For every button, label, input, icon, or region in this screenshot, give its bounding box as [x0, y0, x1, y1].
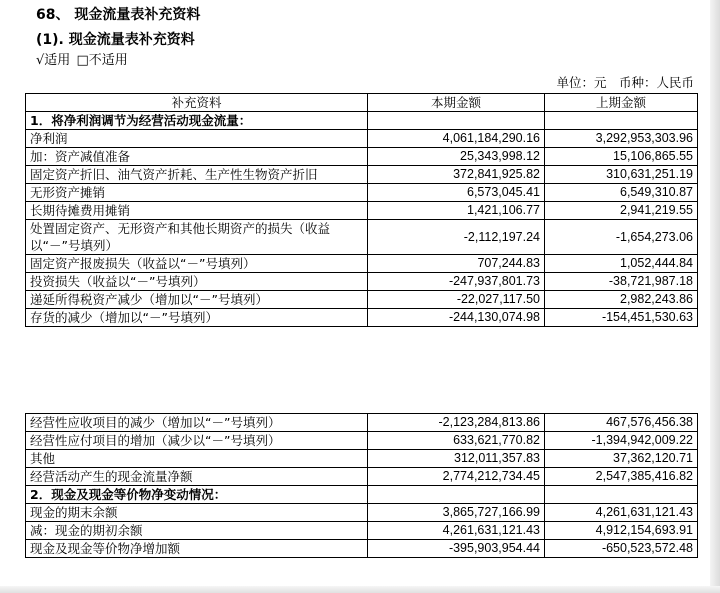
row-label: 经营性应收项目的减少（增加以“－”号填列） [26, 414, 368, 432]
current-period-amount: -2,123,284,813.86 [368, 414, 545, 432]
table-row [26, 309, 698, 327]
prior-period-amount: 467,576,456.38 [545, 414, 698, 432]
section-number: 68、 [36, 7, 70, 23]
prior-period-amount: 1,052,444.84 [545, 255, 698, 273]
current-period-amount: 312,011,357.83 [368, 450, 545, 468]
option-applicable: √适用 [36, 53, 71, 68]
row-label: 减：现金的期初余额 [26, 522, 368, 540]
prior-period-amount: 2,941,219.55 [545, 202, 698, 220]
table-row [26, 540, 698, 558]
table-row [26, 184, 698, 202]
current-period-amount: 6,573,045.41 [368, 184, 545, 202]
current-period-amount [368, 112, 545, 130]
cash-flow-supplement-table-continued [25, 413, 698, 558]
row-label: 现金及现金等价物净增加额 [26, 540, 368, 558]
current-period-amount: -395,903,954.44 [368, 540, 545, 558]
row-label: 其他 [26, 450, 368, 468]
applicability-options [36, 53, 130, 69]
current-period-amount: 633,621,770.82 [368, 432, 545, 450]
table-row [26, 432, 698, 450]
current-period-amount [368, 486, 545, 504]
header-prior-period: 上期金额 [545, 94, 698, 112]
row-label: 处置固定资产、无形资产和其他长期资产的损失（收益以“－”号填列） [26, 220, 368, 255]
table-row [26, 166, 698, 184]
prior-period-amount: 6,549,310.87 [545, 184, 698, 202]
current-period-amount: 372,841,925.82 [368, 166, 545, 184]
table-row [26, 148, 698, 166]
row-label: 存货的减少（增加以“－”号填列） [26, 309, 368, 327]
row-label: 固定资产报废损失（收益以“－”号填列） [26, 255, 368, 273]
current-period-amount: 25,343,998.12 [368, 148, 545, 166]
current-period-amount: -244,130,074.98 [368, 309, 545, 327]
table-row [26, 504, 698, 522]
prior-period-amount: 4,261,631,121.43 [545, 504, 698, 522]
current-period-amount: -22,027,117.50 [368, 291, 545, 309]
row-label: 固定资产折旧、油气资产折耗、生产性生物资产折旧 [26, 166, 368, 184]
prior-period-amount: 3,292,953,303.96 [545, 130, 698, 148]
current-period-amount: -247,937,801.73 [368, 273, 545, 291]
current-period-amount: 707,244.83 [368, 255, 545, 273]
table-row [26, 522, 698, 540]
page-edge-shadow [710, 0, 720, 593]
prior-period-amount: 2,547,385,416.82 [545, 468, 698, 486]
table-header-row [26, 94, 698, 112]
row-label: 1．将净利润调节为经营活动现金流量： [26, 112, 368, 130]
section-heading [36, 6, 200, 24]
table-row [26, 414, 698, 432]
current-period-amount: 4,061,184,290.16 [368, 130, 545, 148]
prior-period-amount: -650,523,572.48 [545, 540, 698, 558]
option-not-applicable: □不适用 [76, 53, 128, 68]
current-period-amount: -2,112,197.24 [368, 220, 545, 255]
cash-flow-supplement-table [25, 93, 698, 327]
table-row [26, 255, 698, 273]
prior-period-amount: 310,631,251.19 [545, 166, 698, 184]
header-item: 补充资料 [26, 94, 368, 112]
unit-currency-line: 单位：元 币种：人民币 [556, 75, 694, 90]
page-edge-shadow-bottom [0, 586, 720, 593]
table-row [26, 220, 698, 255]
row-label: 长期待摊费用摊销 [26, 202, 368, 220]
row-label: 经营活动产生的现金流量净额 [26, 468, 368, 486]
current-period-amount: 2,774,212,734.45 [368, 468, 545, 486]
prior-period-amount: -38,721,987.18 [545, 273, 698, 291]
prior-period-amount: 2,982,243.86 [545, 291, 698, 309]
row-label: 现金的期末余额 [26, 504, 368, 522]
table-row [26, 202, 698, 220]
row-label: 加：资产减值准备 [26, 148, 368, 166]
table-row [26, 291, 698, 309]
section-row [26, 112, 698, 130]
prior-period-amount [545, 112, 698, 130]
prior-period-amount: 4,912,154,693.91 [545, 522, 698, 540]
header-current-period: 本期金额 [368, 94, 545, 112]
section-title: 现金流量表补充资料 [74, 7, 201, 23]
row-label: 经营性应付项目的增加（减少以“－”号填列） [26, 432, 368, 450]
prior-period-amount: -154,451,530.63 [545, 309, 698, 327]
section-row [26, 486, 698, 504]
subsection-heading: (1). 现金流量表补充资料 [36, 32, 195, 48]
prior-period-amount: -1,654,273.06 [545, 220, 698, 255]
row-label: 无形资产摊销 [26, 184, 368, 202]
current-period-amount: 1,421,106.77 [368, 202, 545, 220]
prior-period-amount [545, 486, 698, 504]
table-row [26, 450, 698, 468]
row-label: 2．现金及现金等价物净变动情况： [26, 486, 368, 504]
row-label: 投资损失（收益以“－”号填列） [26, 273, 368, 291]
row-label: 净利润 [26, 130, 368, 148]
table-row [26, 468, 698, 486]
current-period-amount: 4,261,631,121.43 [368, 522, 545, 540]
row-label: 递延所得税资产减少（增加以“－”号填列） [26, 291, 368, 309]
table-row [26, 130, 698, 148]
current-period-amount: 3,865,727,166.99 [368, 504, 545, 522]
prior-period-amount: 37,362,120.71 [545, 450, 698, 468]
table-row [26, 273, 698, 291]
prior-period-amount: 15,106,865.55 [545, 148, 698, 166]
prior-period-amount: -1,394,942,009.22 [545, 432, 698, 450]
